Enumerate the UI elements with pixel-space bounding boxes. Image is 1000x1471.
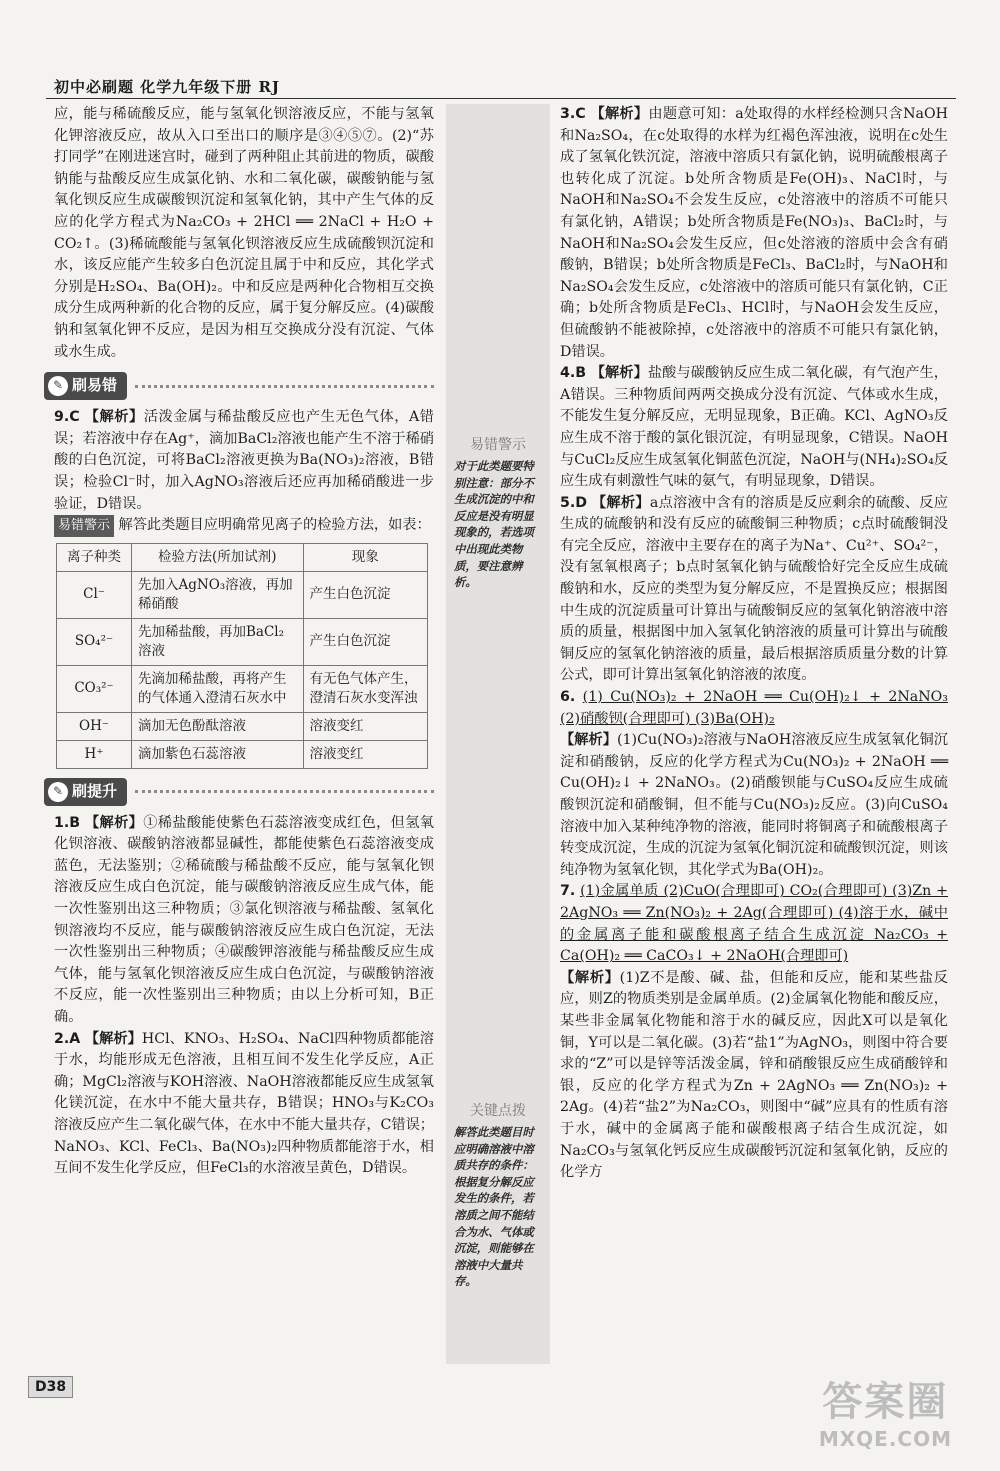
table-row xyxy=(57,712,428,740)
question-7-answer xyxy=(560,881,948,967)
table-cell: 产生白色沉淀 xyxy=(303,571,427,618)
q2-text: HCl、KNO₃、H₂SO₄、NaCl四种物质都能溶于水，均能形成无色溶液，且相互间不发生化学反应，A正确；MgCl₂溶液与KOH溶液、NaOH溶液都能反应生成氢氧化镁沉淀，在水中不能大量共存，B错误；HNO₃与K₂CO₃溶液反应产生二氧化碳气体，在水中不能大量共存，C错误；NaNO₃、KCl、FeCl₃、Ba(NO₃)₂四种物质都能溶于水，相互间不发生化学反应，但FeCl₃的水溶液呈黄色，D错误。 xyxy=(54,1030,434,1177)
badge-label: 刷提升 xyxy=(72,781,118,800)
header-title: 初中必刷题 化学九年级下册 RJ xyxy=(54,78,281,96)
note-text: 解答此类题目时应明确溶液中溶质共存的条件：根据复分解反应发生的条件，若溶质之间不能结合为水、气体或沉淀，则能够在溶液中大量共存。 xyxy=(454,1125,534,1289)
warning-note xyxy=(54,515,434,537)
left-column xyxy=(54,104,434,1180)
q3-number: 3.C xyxy=(560,106,586,122)
q4-text: 盐酸与碳酸钠反应生成二氧化碳，有气泡产生，A错误。三种物质间两两交换成分没有沉淀、气体或水生成，不能发生复分解反应，无明显现象，B正确。KCl、AgNO₃反应生成不溶于酸的氯化银沉淀，有明显现象，C错误。NaOH与CuCl₂反应生成氢氧化铜蓝色沉淀，NaOH与(NH₄)₂SO₄反应生成有刺激性气味的氨气，有明显现象，D错误。 xyxy=(560,365,948,490)
table-row xyxy=(57,571,428,618)
table-cell: OH⁻ xyxy=(57,712,132,740)
table-cell: 滴加无色酚酞溶液 xyxy=(132,712,304,740)
q7-number: 7. xyxy=(560,883,576,900)
note-title: 关键点拨 xyxy=(470,1103,526,1119)
note-key-point xyxy=(446,1100,550,1290)
q6-tag: 【解析】 xyxy=(560,732,617,749)
right-column xyxy=(560,104,948,1184)
q4-tag: 【解析】 xyxy=(590,365,648,382)
table-cell: 先加入AgNO₃溶液，再加稀硝酸 xyxy=(132,571,304,618)
table-header: 离子种类 xyxy=(57,543,132,571)
table-cell: 溶液变红 xyxy=(303,740,427,768)
question-3 xyxy=(560,104,948,363)
pen-icon: ✎ xyxy=(48,782,68,802)
q9-text: 活泼金属与稀盐酸反应也产生无色气体，A错误；若溶液中存在Ag⁺，滴加BaCl₂溶液也能产生不溶于稀硝酸的白色沉淀，可将BaCl₂溶液更换为Ba(NO₃)₂溶液，B错误；检验Cl⁻时，加入AgNO₃溶液后还应再加稀硝酸进一步验证，D错误。 xyxy=(54,409,434,512)
q3-text: 由题意可知：a处取得的水样经检测只含NaOH和Na₂SO₄，在c处取得的水样为红褐色浑浊液，说明在c处生成了氢氧化铁沉淀，溶液中溶质只有氯化钠，说明硫酸根离子也转化成了沉淀。b处所含物质是Fe(OH)₃、NaCl时，与NaOH和Na₂SO₄不会发生反应，c处溶液中的溶质不可能只有氯化钠，A错误；b处所含物质是Fe(NO₃)₃、BaCl₂时，与NaOH和Na₂SO₄会发生反应，但c处溶液的溶质中会含有硝酸钠，B错误；b处所含物质是FeCl₃、BaCl₂时，与NaOH和Na₂SO₄会发生反应，c处溶液中的溶质可能只有氯化钠，C正确；b处所含物质是FeCl₃、HCl时，与NaOH会发生反应，但硫酸钠不能被除掉，c处溶液中的溶质不可能只有氯化钠，D错误。 xyxy=(560,106,948,360)
question-6-analysis xyxy=(560,730,948,881)
table-row xyxy=(57,665,428,712)
table-header-row xyxy=(57,543,428,571)
note-title: 易错警示 xyxy=(470,437,526,453)
q6-text: (1)Cu(NO₃)₂溶液与NaOH溶液反应生成氢氧化铜沉淀和硝酸钠，反应的化学方程式为Cu(NO₃)₂ + 2NaOH ══ Cu(OH)₂↓ + 2NaNO₃。(2)硝酸钡能与CuSO₄反应生成硫酸钡沉淀和硝酸铜，但不能与Cu(NO₃)₂反应。(3)向CuSO₄溶液中加入某种纯净物的溶液，能同时将铜离子和硫酸根离子转变成沉淀，生成的沉淀为氢氧化铜沉淀和硫酸钡沉淀，则该纯净物为氢氧化钡，其化学式为Ba(OH)₂。 xyxy=(560,732,948,878)
table-row xyxy=(57,740,428,768)
q5-text: a点溶液中含有的溶质是反应剩余的硫酸、反应生成的硫酸钠和没有反应的硫酸铜三种物质；c点时硫酸铜没有完全反应，溶液中主要存在的离子为Na⁺、Cu²⁺、SO₄²⁻，没有氢氧根离子；b点时氢氧化钠与硫酸恰好完全反应生成硫酸钠和水，反应的类型为复分解反应，不是置换反应；根据图中生成的沉淀质量可计算出与硫酸铜反应的氢氧化钠溶液中溶质的质量，根据图中加入氢氧化钠溶液的质量可计算出与硫酸铜反应的氢氧化钠溶液的质量，最后根据溶质质量分数的计算公式，即可计算出氢氧化钠溶液的浓度。 xyxy=(560,494,948,684)
question-6-answer xyxy=(560,687,948,730)
question-2 xyxy=(54,1029,434,1180)
sidebar-notes xyxy=(446,104,550,1364)
warning-text: 解答此类题目应明确常见离子的检验方法，如表： xyxy=(118,517,431,534)
dotted-divider xyxy=(135,790,434,793)
watermark-main: 答案圈 xyxy=(822,1379,949,1425)
table-row xyxy=(57,618,428,665)
q4-number: 4.B xyxy=(560,365,587,382)
table-cell: 先加稀盐酸，再加BaCl₂溶液 xyxy=(132,618,304,665)
table-cell: H⁺ xyxy=(57,740,132,768)
watermark-sub: MXQE.COM xyxy=(818,1427,952,1451)
table-cell: SO₄²⁻ xyxy=(57,618,132,665)
table-cell: 溶液变红 xyxy=(303,712,427,740)
table-cell: Cl⁻ xyxy=(57,571,132,618)
q1-number: 1.B xyxy=(54,814,81,831)
q2-tag: 【解析】 xyxy=(84,1030,142,1047)
table-cell: CO₃²⁻ xyxy=(57,665,132,712)
page-number: D38 xyxy=(28,1376,73,1398)
q6-answer: (1) Cu(NO₃)₂ + 2NaOH ══ Cu(OH)₂↓ + 2NaNO₃ (2)硝酸钡(合理即可) (3)Ba(OH)₂ xyxy=(560,689,948,727)
q9-number: 9.C xyxy=(54,409,80,426)
q1-text: ①稀盐酸能使紫色石蕊溶液变成红色，但氢氧化钡溶液、碳酸钠溶液都显碱性，都能使紫色石蕊溶液变成蓝色，无法鉴别；②稀硫酸与稀盐酸不反应，能与氢氧化钡溶液反应生成白色沉淀，能与碳酸钠溶液反应生成气体，能一次性鉴别出这三种物质；③氯化钡溶液与稀盐酸、氢氧化钡溶液均不反应，能与碳酸钠溶液反应生成白色沉淀，无法一次性鉴别出三种物质；④碳酸钾溶液能与稀盐酸反应生成气体，能与氢氧化钡溶液反应生成白色沉淀，与碳酸钠溶液不反应，能一次性鉴别出三种物质；由以上分析可知，B正确。 xyxy=(54,814,434,1026)
table-header: 现象 xyxy=(303,543,427,571)
q7-tag: 【解析】 xyxy=(560,969,620,986)
q5-number: 5.D xyxy=(560,494,588,511)
badge-label: 刷易错 xyxy=(72,376,118,395)
q7-answer: (1)金属单质 (2)CuO(合理即可) CO₂(合理即可) (3)Zn + 2AgNO₃ ══ Zn(NO₃)₂ + 2Ag(合理即可) (4)溶于水，碱中的金属离子能和碳酸根离子结合生成沉淀 Na₂CO₃ + Ca(OH)₂ ══ CaCO₃↓ + 2NaOH(合理即可) xyxy=(560,883,948,965)
header-rule xyxy=(46,98,956,99)
q3-tag: 【解析】 xyxy=(590,106,649,122)
q5-tag: 【解析】 xyxy=(591,494,650,511)
q6-number: 6. xyxy=(560,689,576,706)
q9-tag: 【解析】 xyxy=(84,409,144,426)
watermark-logo xyxy=(819,1370,952,1451)
dotted-divider xyxy=(135,385,434,388)
pen-icon: ✎ xyxy=(48,376,68,396)
q1-tag: 【解析】 xyxy=(84,814,144,831)
question-5 xyxy=(560,493,948,687)
q7-text: (1)Z不是酸、碱、盐，但能和反应，能和某些盐反应，则Z的物质类别是金属单质。(2)金属氧化物能和酸反应，某些非金属氧化物能和溶于水的碱反应，因此X可以是氧化铜，Y可以是二氧化碳。(3)若“盐1”为AgNO₃，则图中符合要求的“Z”可以是锌等活泼金属，锌和硝酸银反应生成硝酸锌和银，反应的化学方程式为Zn + 2AgNO₃ ══ Zn(NO₃)₂ + 2Ag。(4)若“盐2”为Na₂CO₃，则图中“碱”应具有的性质有溶于水，碱中的金属离子能和碳酸根离子结合生成沉淀，如Na₂CO₃与氢氧化钙反应生成碳酸钙沉淀和氢氧化钠，反应的化学方 xyxy=(560,969,948,1181)
question-1 xyxy=(54,813,434,1029)
question-7-analysis xyxy=(560,968,948,1184)
table-header: 检验方法(所加试剂) xyxy=(132,543,304,571)
ion-test-table xyxy=(56,543,428,769)
section-badge-improve xyxy=(44,777,434,807)
page-header xyxy=(46,72,956,100)
q2-number: 2.A xyxy=(54,1030,81,1047)
table-cell: 滴加紫色石蕊溶液 xyxy=(132,740,304,768)
section-badge-errors xyxy=(44,371,434,401)
intro-paragraph: 应，能与稀硫酸反应，能与氢氧化钡溶液反应，不能与氢氧化钾溶液反应，故从入口至出口的顺序是③④⑤⑦。(2)“苏打同学”在刚进迷宫时，碰到了两种阻止其前进的物质，碳酸钠能与盐酸反应生成氯化钠、水和二氧化碳，碳酸钠能与氢氧化钡反应生成碳酸钡沉淀和氢氧化钠，其中产生气体的反应的化学方程式为Na₂CO₃ + 2HCl ══ 2NaCl + H₂O + CO₂↑。(3)稀硫酸能与氢氧化钡溶液反应生成硫酸钡沉淀和水，该反应能产生较多白色沉淀且属于中和反应，其化学式分别是H₂SO₄、Ba(OH)₂。中和反应是两种化合物相互交换成分生成两种新的化合物的反应，属于复分解反应。(4)碳酸钠和氢氧化钾不反应，是因为相互交换成分没有沉淀、气体或水生成。 xyxy=(54,106,434,360)
question-4 xyxy=(560,363,948,493)
note-text: 对于此类题要特别注意：部分不生成沉淀的中和反应是没有明显现象的，若选项中出现此类物质，要注意辨析。 xyxy=(454,459,534,590)
table-cell: 有无色气体产生，澄清石灰水变浑浊 xyxy=(303,665,427,712)
table-cell: 先滴加稀盐酸，再将产生的气体通入澄清石灰水中 xyxy=(132,665,304,712)
table-cell: 产生白色沉淀 xyxy=(303,618,427,665)
warning-label: 易错警示 xyxy=(54,515,114,537)
note-error-warning xyxy=(446,434,550,591)
question-9 xyxy=(54,407,434,515)
